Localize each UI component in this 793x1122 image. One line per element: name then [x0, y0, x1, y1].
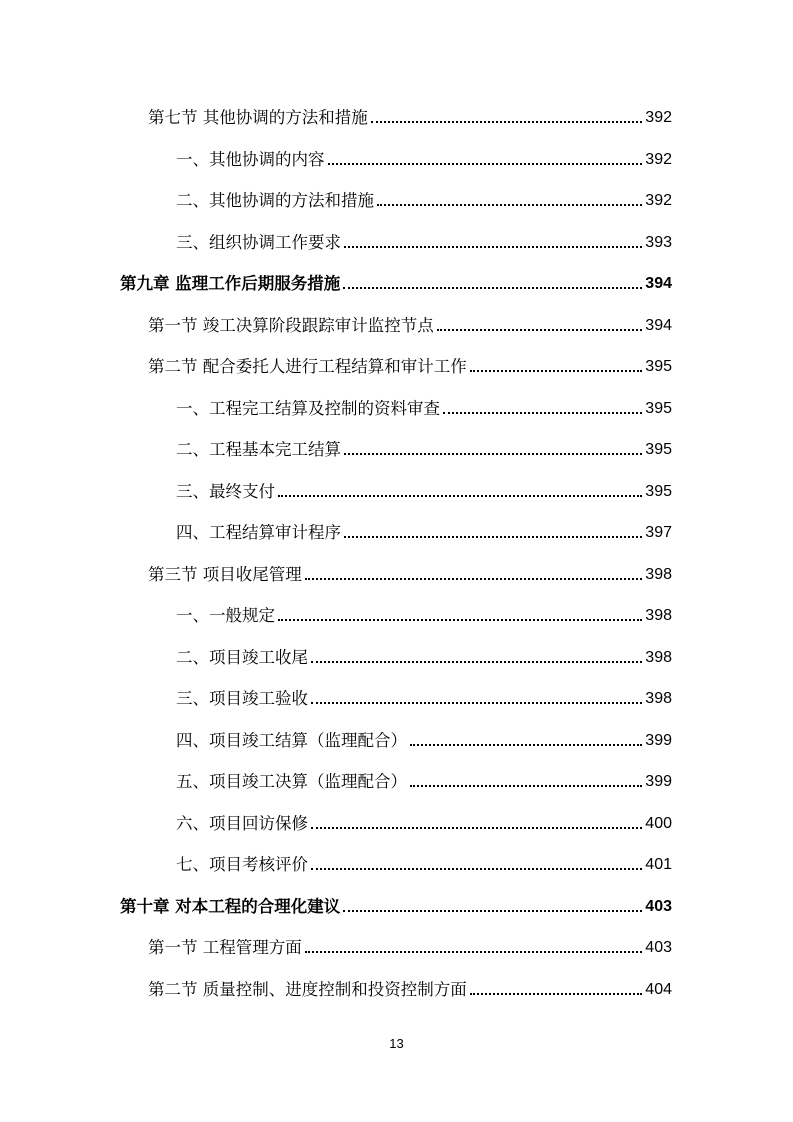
toc-entry-title: 第十章 对本工程的合理化建议 [120, 897, 341, 916]
toc-entry-title: 五、项目竣工决算（监理配合） [176, 772, 407, 791]
dot-leader [343, 287, 642, 289]
dot-leader [377, 204, 642, 206]
toc-entry-page: 398 [645, 690, 672, 707]
toc-entry-page: 395 [645, 483, 672, 500]
toc-entry[interactable] [176, 223, 672, 253]
toc-entry-title: 三、组织协调工作要求 [176, 233, 341, 252]
toc-entry-page: 403 [645, 898, 672, 915]
toc-entry[interactable] [148, 306, 672, 336]
toc-entry-title: 第七节 其他协调的方法和措施 [148, 108, 368, 127]
dot-leader [328, 163, 643, 165]
dot-leader [344, 246, 642, 248]
toc-chapter-entry[interactable] [120, 887, 672, 917]
dot-leader [443, 412, 642, 414]
toc-entry-page: 394 [645, 317, 672, 334]
toc-entry-page: 403 [645, 939, 672, 956]
dot-leader [470, 993, 643, 995]
toc-entry-title: 四、项目竣工结算（监理配合） [176, 731, 407, 750]
dot-leader [343, 910, 642, 912]
toc-entry-title: 二、项目竣工收尾 [176, 648, 308, 667]
toc-entry-title: 第二节 配合委托人进行工程结算和审计工作 [148, 357, 467, 376]
toc-entry[interactable] [176, 721, 672, 751]
toc-entry[interactable] [176, 181, 672, 211]
toc-entry-title: 一、工程完工结算及控制的资料审查 [176, 399, 440, 418]
toc-entry-page: 398 [645, 566, 672, 583]
toc-entry-page: 398 [645, 607, 672, 624]
toc-entry[interactable] [176, 638, 672, 668]
toc-entry-page: 392 [645, 151, 672, 168]
dot-leader [311, 661, 642, 663]
toc-entry[interactable] [176, 762, 672, 792]
toc-entry[interactable] [176, 804, 672, 834]
toc-entry[interactable] [176, 679, 672, 709]
toc-entry-title: 三、最终支付 [176, 482, 275, 501]
toc-entry-page: 404 [645, 981, 672, 998]
toc-entry[interactable] [176, 389, 672, 419]
toc-entry-page: 399 [645, 773, 672, 790]
toc-entry-title: 四、工程结算审计程序 [176, 523, 341, 542]
toc-entry-page: 394 [645, 275, 672, 292]
dot-leader [437, 329, 643, 331]
toc-entry-page: 397 [645, 524, 672, 541]
toc-entry-title: 第二节 质量控制、进度控制和投资控制方面 [148, 980, 467, 999]
dot-leader [410, 744, 642, 746]
dot-leader [305, 578, 643, 580]
toc-chapter-entry[interactable] [120, 264, 672, 294]
toc-entry[interactable] [176, 140, 672, 170]
dot-leader [344, 536, 642, 538]
toc-entry-page: 401 [645, 856, 672, 873]
toc-entry[interactable] [176, 472, 672, 502]
toc-entry-title: 三、项目竣工验收 [176, 689, 308, 708]
toc-entry-title: 第一节 竣工决算阶段跟踪审计监控节点 [148, 316, 434, 335]
toc-entry-page: 395 [645, 441, 672, 458]
toc-entry[interactable] [176, 513, 672, 543]
toc-entry[interactable] [148, 555, 672, 585]
dot-leader [410, 785, 642, 787]
toc-entry[interactable] [176, 596, 672, 626]
toc-entry-title: 六、项目回访保修 [176, 814, 308, 833]
toc-entry[interactable] [148, 970, 672, 1000]
toc-entry-page: 393 [645, 234, 672, 251]
toc-entry-page: 392 [645, 109, 672, 126]
toc-entry[interactable] [176, 430, 672, 460]
toc-entry-page: 399 [645, 732, 672, 749]
dot-leader [311, 702, 642, 704]
toc-entry[interactable] [148, 98, 672, 128]
toc-entry-page: 395 [645, 400, 672, 417]
dot-leader [311, 827, 642, 829]
toc-entry-page: 400 [645, 815, 672, 832]
dot-leader [371, 121, 643, 123]
dot-leader [278, 495, 642, 497]
page-number: 13 [389, 1036, 404, 1051]
toc-entry-page: 392 [645, 192, 672, 209]
toc-entry-title: 第一节 工程管理方面 [148, 938, 302, 957]
toc-entry-title: 一、其他协调的内容 [176, 150, 325, 169]
dot-leader [311, 868, 642, 870]
toc-entry-title: 二、工程基本完工结算 [176, 440, 341, 459]
toc-entry-title: 二、其他协调的方法和措施 [176, 191, 374, 210]
dot-leader [305, 951, 643, 953]
dot-leader [278, 619, 642, 621]
toc-entry[interactable] [176, 845, 672, 875]
toc-entry-title: 第九章 监理工作后期服务措施 [120, 274, 341, 293]
toc-entry-title: 一、一般规定 [176, 606, 275, 625]
toc-entry-title: 第三节 项目收尾管理 [148, 565, 302, 584]
toc-entry[interactable] [148, 347, 672, 377]
toc-entry-title: 七、项目考核评价 [176, 855, 308, 874]
toc-entry-page: 398 [645, 649, 672, 666]
dot-leader [344, 453, 642, 455]
toc-entry-page: 395 [645, 358, 672, 375]
toc-entry[interactable] [148, 928, 672, 958]
dot-leader [470, 370, 643, 372]
